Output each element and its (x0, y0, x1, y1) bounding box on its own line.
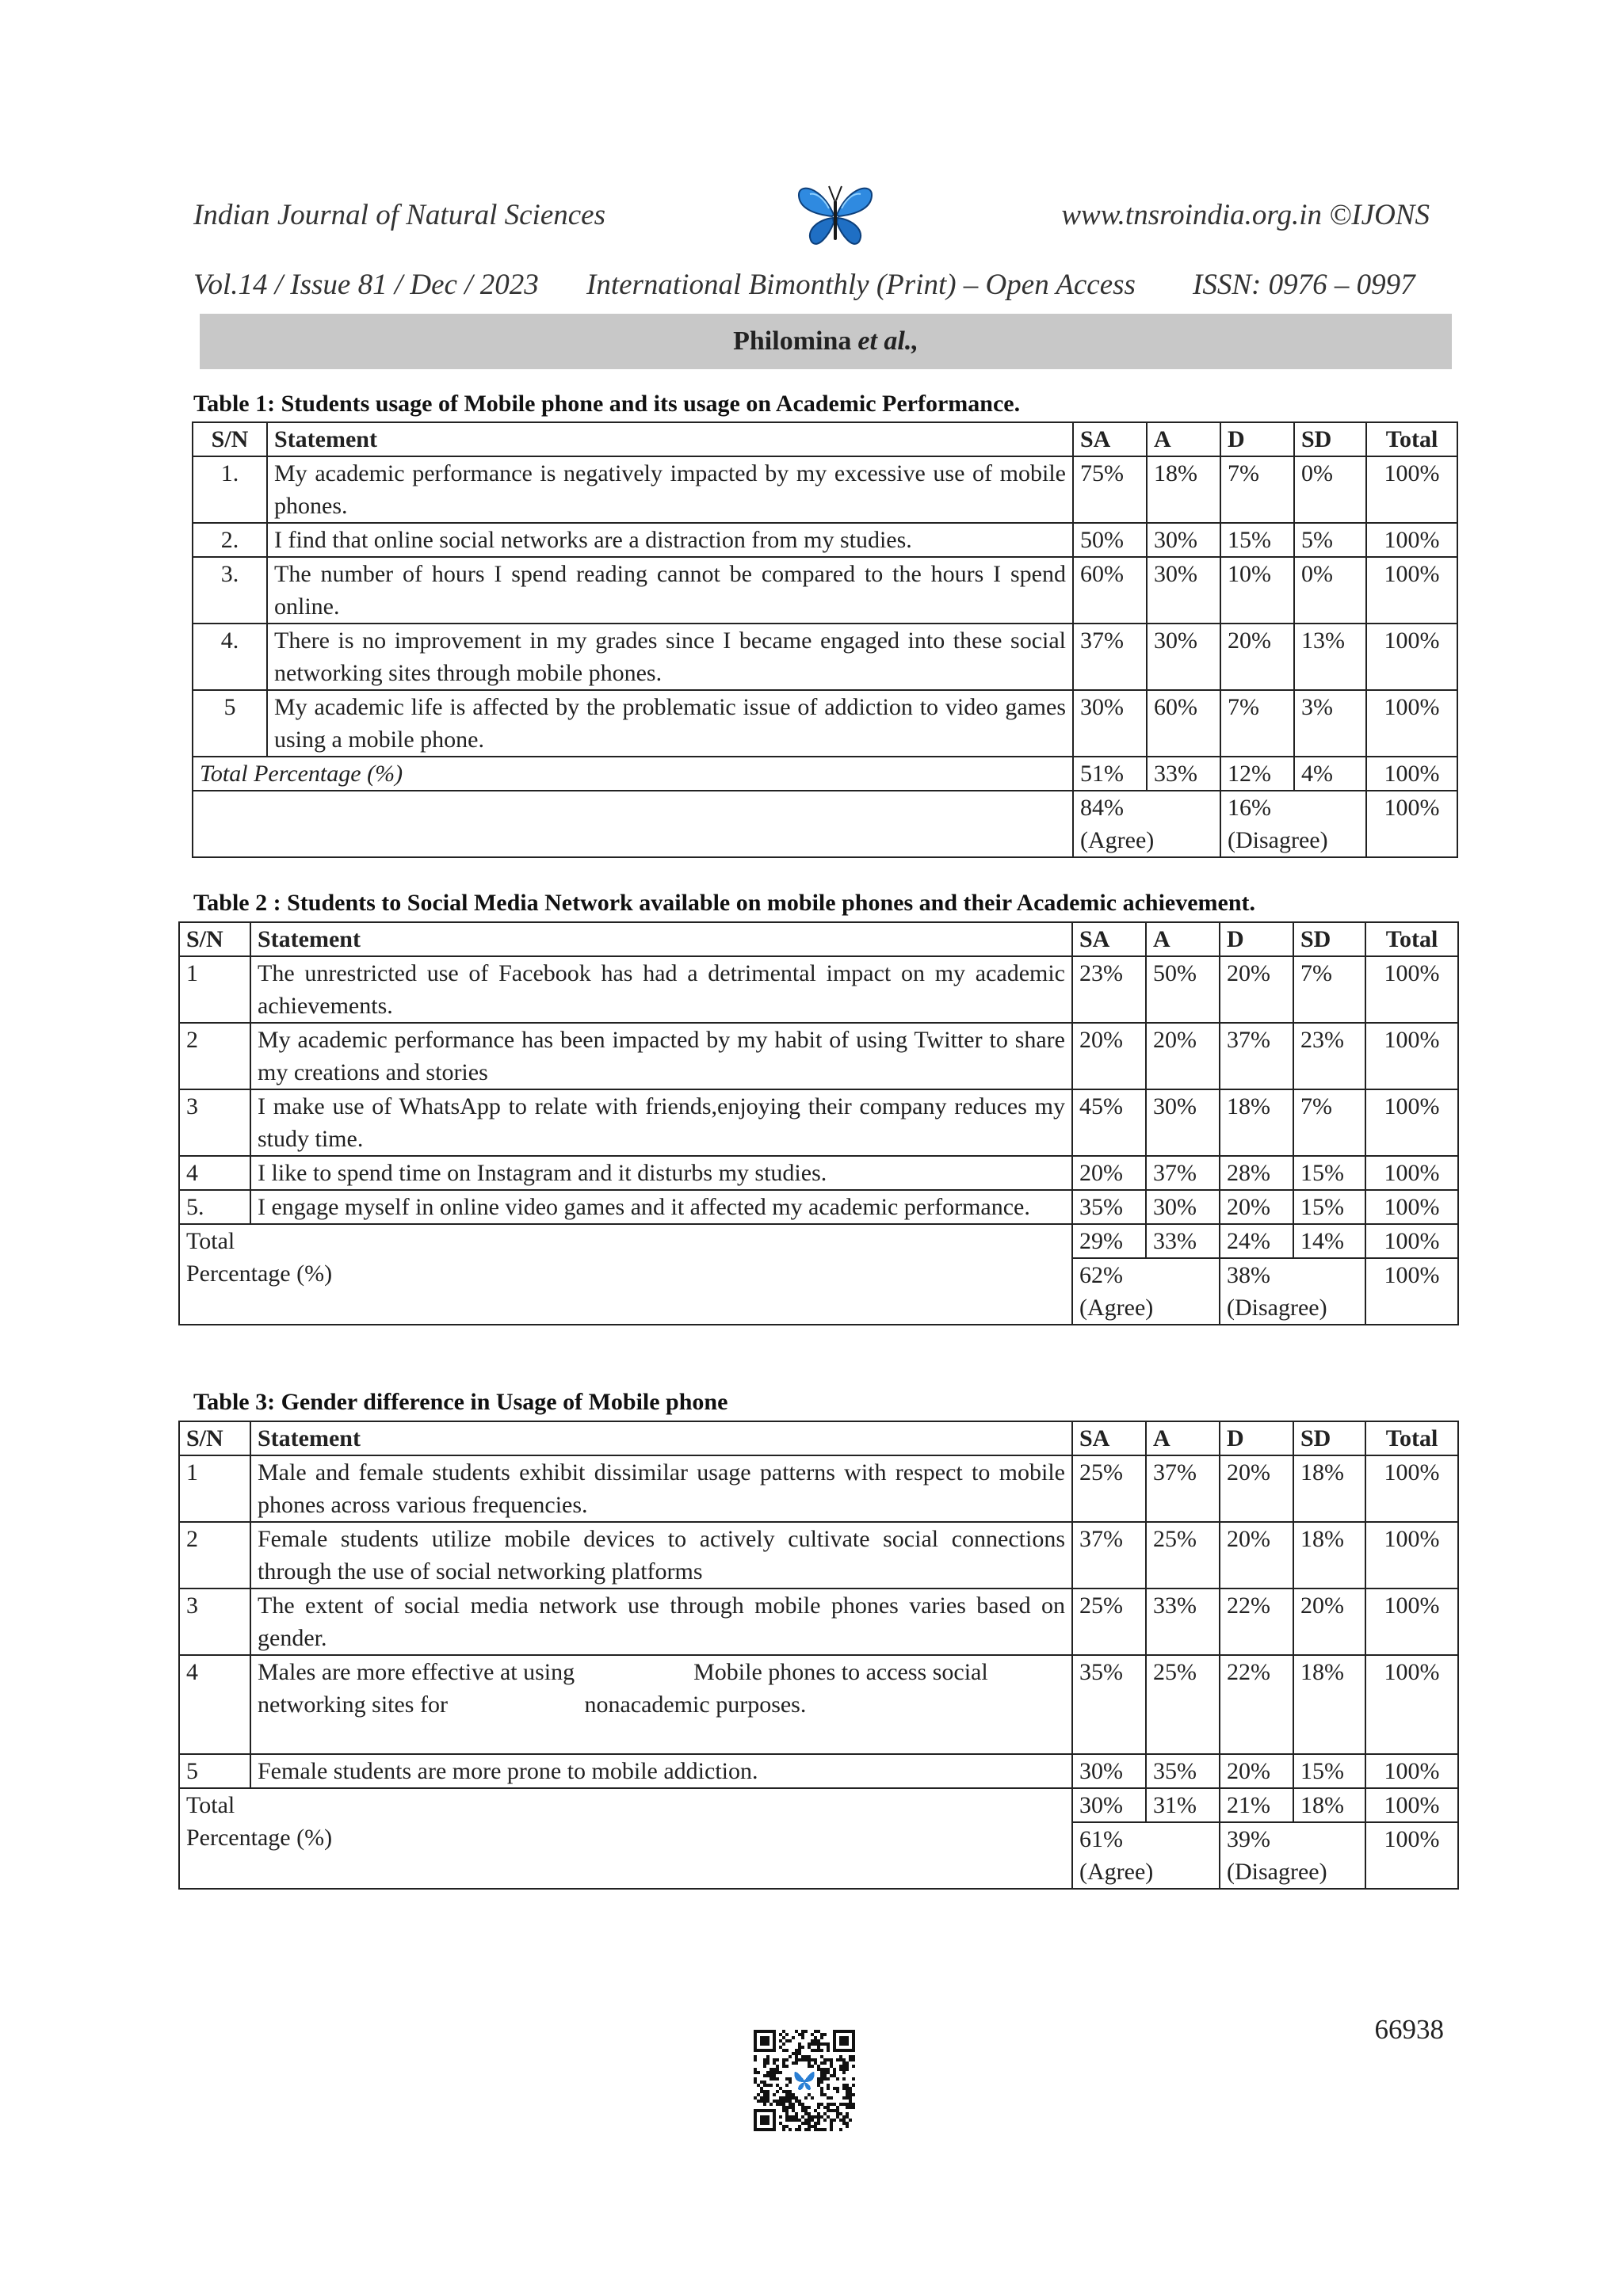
row-sn: 2. (193, 523, 267, 557)
row-total: 100% (1365, 956, 1458, 1023)
col-header-d: D (1220, 1421, 1293, 1455)
summary-total: 100% (1366, 791, 1457, 857)
row-total: 100% (1366, 523, 1457, 557)
table-header-row (179, 1421, 1458, 1455)
row-d: 7% (1220, 456, 1294, 523)
col-header-sa: SA (1072, 922, 1146, 956)
table-row (179, 1190, 1458, 1224)
col-header-sa: SA (1073, 422, 1147, 456)
row-sd: 15% (1293, 1156, 1365, 1190)
disagree-summary (1220, 791, 1366, 857)
author-suffix: et al., (857, 326, 918, 356)
row-sd: 15% (1293, 1754, 1365, 1788)
table-header-row (179, 922, 1458, 956)
row-d: 18% (1220, 1089, 1293, 1156)
row-a: 50% (1146, 956, 1220, 1023)
row-d: 7% (1220, 690, 1294, 757)
total-d: 24% (1220, 1224, 1293, 1258)
col-header-total: Total (1365, 922, 1458, 956)
row-total: 100% (1365, 1023, 1458, 1089)
row-a: 60% (1147, 690, 1220, 757)
table-row (179, 1455, 1458, 1522)
row-sn: 3 (179, 1589, 250, 1655)
disagree-summary (1220, 1822, 1365, 1889)
agree-label: (Agree) (1080, 827, 1155, 853)
table-row (193, 557, 1457, 624)
row-d: 20% (1220, 1455, 1293, 1522)
row-sn: 4 (179, 1156, 250, 1190)
row-sa: 50% (1073, 523, 1147, 557)
col-header-sd: SD (1293, 922, 1365, 956)
summary-total: 100% (1365, 1258, 1458, 1325)
row-total: 100% (1365, 1089, 1458, 1156)
row-d: 15% (1220, 523, 1294, 557)
total-sa: 30% (1072, 1788, 1146, 1822)
row-statement: There is no improvement in my grades since I became engaged into these social networking sites through mobile phones. (267, 624, 1073, 690)
table2-caption: Table 2 : Students to Social Media Network available on mobile phones and their Academic achievement. (193, 890, 1256, 916)
col-header-sn: S/N (179, 1421, 250, 1455)
row-total: 100% (1365, 1655, 1458, 1754)
agree-summary (1073, 791, 1220, 857)
agree-label: (Agree) (1079, 1295, 1154, 1321)
row-total: 100% (1366, 624, 1457, 690)
butterfly-logo-icon (794, 178, 876, 251)
agree-pct: 61% (1079, 1826, 1123, 1852)
table-row (193, 456, 1457, 523)
total-a: 33% (1147, 757, 1220, 791)
total-label (179, 1224, 1072, 1325)
row-total: 100% (1365, 1156, 1458, 1190)
col-header-a: A (1146, 1421, 1220, 1455)
row-sa: 35% (1072, 1655, 1146, 1754)
row-a: 18% (1147, 456, 1220, 523)
row-d: 28% (1220, 1156, 1293, 1190)
row-sd: 13% (1294, 624, 1366, 690)
row-total: 100% (1366, 690, 1457, 757)
disagree-summary (1220, 1258, 1365, 1325)
row-sd: 5% (1294, 523, 1366, 557)
row-sa: 30% (1072, 1754, 1146, 1788)
row-sa: 75% (1073, 456, 1147, 523)
row-statement: I engage myself in online video games and it affected my academic performance. (250, 1190, 1072, 1224)
col-header-total: Total (1366, 422, 1457, 456)
row-a: 25% (1146, 1522, 1220, 1589)
row-statement: My academic life is affected by the problematic issue of addiction to video games using a mobile phone. (267, 690, 1073, 757)
table-total-row (193, 757, 1457, 791)
table-row (193, 523, 1457, 557)
row-statement: Female students utilize mobile devices to actively cultivate social connections through the use of social networking platforms (250, 1522, 1072, 1589)
disagree-label: (Disagree) (1227, 1859, 1327, 1885)
col-header-d: D (1220, 422, 1294, 456)
total-a: 33% (1146, 1224, 1220, 1258)
summary-total: 100% (1365, 1822, 1458, 1889)
row-statement: I find that online social networks are a distraction from my studies. (267, 523, 1073, 557)
row-sd: 0% (1294, 456, 1366, 523)
row-d: 20% (1220, 956, 1293, 1023)
journal-url[interactable]: www.tnsroindia.org.in ©IJONS (1061, 199, 1430, 231)
col-header-d: D (1220, 922, 1293, 956)
row-total: 100% (1365, 1190, 1458, 1224)
total-label-line1: Total (186, 1228, 235, 1254)
row-statement: The unrestricted use of Facebook has had a detrimental impact on my academic achievements. (250, 956, 1072, 1023)
agree-summary (1072, 1258, 1220, 1325)
row-d: 20% (1220, 1754, 1293, 1788)
col-header-sd: SD (1293, 1421, 1365, 1455)
table-row (179, 1089, 1458, 1156)
col-header-sn: S/N (179, 922, 250, 956)
table-total-row (179, 1788, 1458, 1822)
row-total: 100% (1365, 1589, 1458, 1655)
summary-blank (193, 791, 1073, 857)
row-a: 35% (1146, 1754, 1220, 1788)
row-statement: Male and female students exhibit dissimilar usage patterns with respect to mobile phones across various frequencies. (250, 1455, 1072, 1522)
row-sn: 1 (179, 1455, 250, 1522)
row-total: 100% (1365, 1754, 1458, 1788)
table1 (192, 421, 1458, 858)
col-header-a: A (1146, 922, 1220, 956)
row-sa: 35% (1072, 1190, 1146, 1224)
row-statement: My academic performance is negatively impacted by my excessive use of mobile phones. (267, 456, 1073, 523)
row-sn: 4 (179, 1655, 250, 1754)
author-banner (200, 314, 1452, 369)
journal-name: Indian Journal of Natural Sciences (193, 199, 605, 231)
col-header-statement: Statement (250, 1421, 1072, 1455)
total-label: Total Percentage (%) (193, 757, 1073, 791)
table-summary-row (193, 791, 1457, 857)
row-a: 25% (1146, 1655, 1220, 1754)
total-sa: 51% (1073, 757, 1147, 791)
disagree-pct: 38% (1227, 1262, 1270, 1288)
total-a: 31% (1146, 1788, 1220, 1822)
table-row (179, 1156, 1458, 1190)
total-label-line2: Percentage (%) (186, 1825, 333, 1851)
row-total: 100% (1366, 557, 1457, 624)
total-label-line2: Percentage (%) (186, 1261, 333, 1287)
agree-label: (Agree) (1079, 1859, 1154, 1885)
col-header-a: A (1147, 422, 1220, 456)
table3 (178, 1421, 1459, 1890)
row-sn: 5 (179, 1754, 250, 1788)
row-sn: 5. (179, 1190, 250, 1224)
table3-caption: Table 3: Gender difference in Usage of Mobile phone (193, 1389, 728, 1415)
row-statement: I make use of WhatsApp to relate with friends,enjoying their company reduces my study time. (250, 1089, 1072, 1156)
row-a: 30% (1147, 523, 1220, 557)
col-header-statement: Statement (250, 922, 1072, 956)
table-row (179, 1754, 1458, 1788)
row-statement: My academic performance has been impacted by my habit of using Twitter to share my creations and stories (250, 1023, 1072, 1089)
row-sa: 25% (1072, 1455, 1146, 1522)
publication-type: International Bimonthly (Print) – Open Access (586, 269, 1136, 301)
row-sd: 18% (1293, 1655, 1365, 1754)
row-sa: 23% (1072, 956, 1146, 1023)
row-sd: 23% (1293, 1023, 1365, 1089)
agree-pct: 84% (1080, 795, 1124, 821)
total-d: 21% (1220, 1788, 1293, 1822)
col-header-sd: SD (1294, 422, 1366, 456)
author-name: Philomina (733, 326, 852, 356)
row-statement: The extent of social media network use through mobile phones varies based on gender. (250, 1589, 1072, 1655)
table-row (179, 1589, 1458, 1655)
col-header-statement: Statement (267, 422, 1073, 456)
total-label-line1: Total (186, 1792, 235, 1818)
total-sa: 29% (1072, 1224, 1146, 1258)
col-header-sa: SA (1072, 1421, 1146, 1455)
row-sa: 20% (1072, 1156, 1146, 1190)
page-number: 66938 (1374, 2014, 1444, 2045)
table-row (179, 1655, 1458, 1754)
row-a: 30% (1147, 624, 1220, 690)
row-d: 10% (1220, 557, 1294, 624)
row-sn: 2 (179, 1023, 250, 1089)
row-sa: 60% (1073, 557, 1147, 624)
table-row (179, 956, 1458, 1023)
row-a: 30% (1146, 1089, 1220, 1156)
agree-pct: 62% (1079, 1262, 1123, 1288)
row-sa: 20% (1072, 1023, 1146, 1089)
row-a: 37% (1146, 1156, 1220, 1190)
row-sn: 3 (179, 1089, 250, 1156)
issn: ISSN: 0976 – 0997 (1193, 269, 1415, 301)
total-sd: 4% (1294, 757, 1366, 791)
row-d: 20% (1220, 624, 1294, 690)
row-sd: 15% (1293, 1190, 1365, 1224)
row-total: 100% (1365, 1455, 1458, 1522)
total-sd: 18% (1293, 1788, 1365, 1822)
row-sa: 25% (1072, 1589, 1146, 1655)
row-d: 22% (1220, 1589, 1293, 1655)
total-total: 100% (1366, 757, 1457, 791)
total-d: 12% (1220, 757, 1294, 791)
row-d: 20% (1220, 1522, 1293, 1589)
table2 (178, 921, 1459, 1325)
row-sd: 7% (1293, 1089, 1365, 1156)
row-sa: 30% (1073, 690, 1147, 757)
row-statement: Female students are more prone to mobile addiction. (250, 1754, 1072, 1788)
row-sa: 37% (1073, 624, 1147, 690)
col-header-sn: S/N (193, 422, 267, 456)
row-sd: 18% (1293, 1522, 1365, 1589)
row-sa: 45% (1072, 1089, 1146, 1156)
row-sd: 7% (1293, 956, 1365, 1023)
row-sn: 5 (193, 690, 267, 757)
table1-caption: Table 1: Students usage of Mobile phone and its usage on Academic Performance. (193, 391, 1021, 417)
row-sa: 37% (1072, 1522, 1146, 1589)
volume-info: Vol.14 / Issue 81 / Dec / 2023 (193, 269, 539, 301)
table-row (179, 1023, 1458, 1089)
disagree-pct: 39% (1227, 1826, 1270, 1852)
row-sd: 18% (1293, 1455, 1365, 1522)
row-a: 30% (1146, 1190, 1220, 1224)
total-label (179, 1788, 1072, 1889)
total-total: 100% (1365, 1224, 1458, 1258)
row-a: 37% (1146, 1455, 1220, 1522)
row-sn: 4. (193, 624, 267, 690)
table-total-row (179, 1224, 1458, 1258)
row-a: 33% (1146, 1589, 1220, 1655)
agree-summary (1072, 1822, 1220, 1889)
qr-code-icon[interactable] (754, 2030, 855, 2131)
total-sd: 14% (1293, 1224, 1365, 1258)
row-d: 20% (1220, 1190, 1293, 1224)
row-sd: 20% (1293, 1589, 1365, 1655)
table-header-row (193, 422, 1457, 456)
row-a: 20% (1146, 1023, 1220, 1089)
row-total: 100% (1366, 456, 1457, 523)
table-row (193, 690, 1457, 757)
row-statement: I like to spend time on Instagram and it disturbs my studies. (250, 1156, 1072, 1190)
row-sd: 0% (1294, 557, 1366, 624)
row-d: 22% (1220, 1655, 1293, 1754)
row-sn: 1 (179, 956, 250, 1023)
total-total: 100% (1365, 1788, 1458, 1822)
row-sn: 2 (179, 1522, 250, 1589)
row-statement: The number of hours I spend reading cannot be compared to the hours I spend online. (267, 557, 1073, 624)
row-total: 100% (1365, 1522, 1458, 1589)
disagree-label: (Disagree) (1227, 1295, 1327, 1321)
row-sn: 3. (193, 557, 267, 624)
row-statement: Males are more effective at using Mobile phones to access social networking sites for nonacademic purposes. (250, 1655, 1072, 1754)
row-d: 37% (1220, 1023, 1293, 1089)
row-a: 30% (1147, 557, 1220, 624)
table-row (193, 624, 1457, 690)
row-sd: 3% (1294, 690, 1366, 757)
col-header-total: Total (1365, 1421, 1458, 1455)
disagree-pct: 16% (1228, 795, 1271, 821)
disagree-label: (Disagree) (1228, 827, 1328, 853)
table-row (179, 1522, 1458, 1589)
row-sn: 1. (193, 456, 267, 523)
